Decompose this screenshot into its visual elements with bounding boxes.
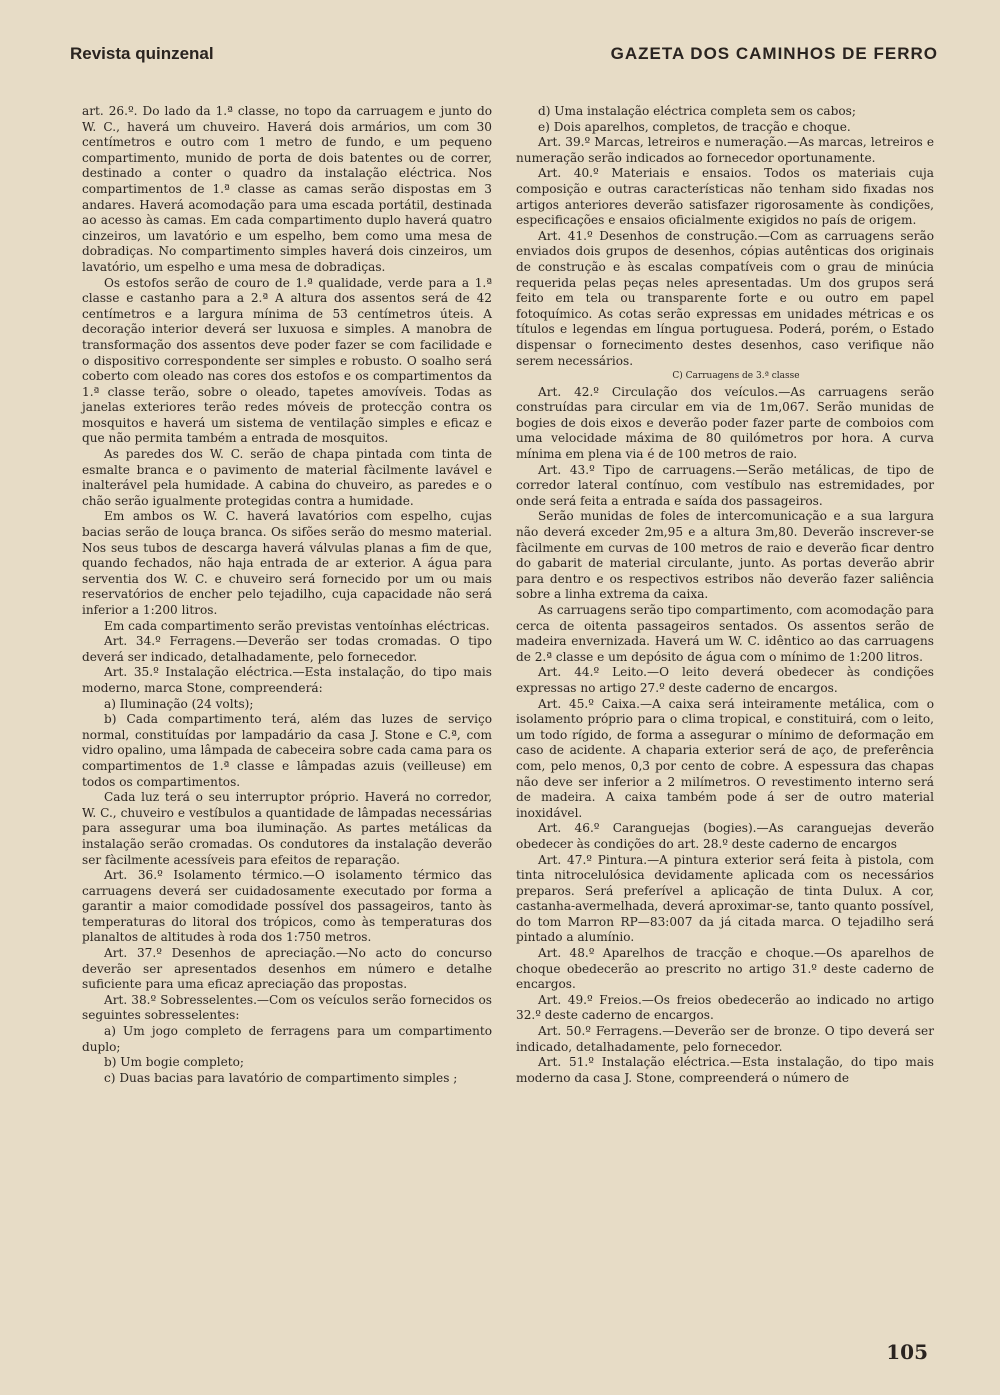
list-item: b) Um bogie completo; — [104, 1055, 244, 1070]
header-right: GAZETA DOS CAMINHOS DE FERRO — [610, 44, 938, 63]
article-paragraph: Art. 39.º Marcas, letreiros e numeração.—As marcas, letreiros e numeração serão indicados ao fornecedor oportunamente. — [516, 135, 934, 165]
article-paragraph: Art. 36.º Isolamento térmico.—O isolamento térmico das carruagens deverá ser cuidadosamente executado por forma a garantir a maior comodidade possível dos passageiros, tanto às temperaturas do litoral dos trópicos, como às temperaturas dos planaltos de altitudes à roda dos 1:750 metros. — [82, 868, 492, 945]
paragraph: Em ambos os W. C. haverá lavatórios com espelho, cujas bacias serão de louça branca. Os sifões serão do mesmo material. Nos seus tubos de descarga haverá válvulas planas a fim de que, quando fechados, não haja entrada de ar exterior. A água para serventia dos W. C. e chuveiro será fornecido por um ou mais reservatórios de encher pelo tejadilho, cuja capacidade não será inferior a 1:200 litros. — [82, 509, 492, 617]
article-paragraph: Art. 48.º Aparelhos de tracção e choque.—Os aparelhos de choque obedecerão ao prescrito no artigo 31.º deste caderno de encargos. — [516, 946, 934, 992]
article-paragraph: Art. 49.º Freios.—Os freios obedecerão ao indicado no artigo 32.º deste caderno de encargos. — [516, 992, 934, 1023]
section-heading: C) Carruagens de 3.ª classe — [672, 371, 800, 382]
article-paragraph: Art. 43.º Tipo de carruagens.—Serão metálicas, de tipo de corredor lateral contínuo, com vestíbulo nas estremidades, por onde será feita a entrada e saída dos passageiros. — [516, 462, 934, 508]
running-header — [70, 44, 938, 68]
article-paragraph: Art. 47.º Pintura.—A pintura exterior será feita à pistola, com tinta nitrocelulósica devidamente aplicada com os necessários preparos. Será preferível a aplicação de tinta Dulux. A cor, castanha-avermelhada, deverá aproximar-se, tanto quanto possível, do tom Marron RP—83:007 da já citada marca. O tejadilho será pintado a alumínio. — [516, 852, 934, 945]
paragraph: As paredes dos W. C. serão de chapa pintada com tinta de esmalte branca e o pavimento de material fàcilmente lavável e inalterável pela humidade. A cabina do chuveiro, as paredes e o chão serão igualmente protegidas contra a humidade. — [82, 447, 492, 508]
list-item: a) Um jogo completo de ferragens para um compartimento duplo; — [82, 1024, 492, 1054]
header-left: Revista quinzenal — [70, 44, 214, 63]
article-paragraph: Art. 45.º Caixa.—A caixa será inteiramente metálica, com o isolamento próprio para o clima tropical, e constituirá, com o leito, um todo rígido, de forma a assegurar o mínimo de deformação em caso de acidente. A chaparia exterior será de aço, de preferência com, pelo menos, 0,3 por cento de cobre. A espessura das chapas não deve ser inferior a 2 milímetros. O revestimento interno será de madeira. A caixa também pode á ser de outro material inoxidável. — [516, 696, 934, 820]
paragraph: Cada luz terá o seu interruptor próprio. Haverá no corredor, W. C., chuveiro e vestíbulos a quantidade de lâmpadas necessárias para assegurar uma boa iluminação. As partes metálicas da instalação serão cromadas. Os condutores da instalação deverão ser fàcilmente acessíveis para efeitos de reparação. — [82, 790, 492, 867]
article-paragraph: Art. 50.º Ferragens.—Deverão ser de bronze. O tipo deverá ser indicado, detalhadamente, pelo fornecedor. — [516, 1024, 934, 1054]
paragraph: art. 26.º. Do lado da 1.ª classe, no topo da carruagem e junto do W. C., haverá um chuveiro. Haverá dois armários, um com 30 centímetros e outro com 1 metro de fundo, e um pequeno compartimento, munido de porta de dois batentes ou de correr, destinado a conter o quadro da instalação eléctrica. Nos compartimentos de 1.ª classe as camas serão dispostas em 3 andares. Haverá acomodação para uma escada portátil, destinada ao acesso às camas. Em cada compartimento duplo haverá quatro cinzeiros, um lavatório e um espelho, bem como uma mesa de dobradiças. No compartimento simples haverá dois cinzeiros, um lavatório, um espelho e uma mesa de dobradiças. — [82, 104, 492, 274]
paragraph: Serão munidas de foles de intercomunicação e a sua largura não deverá exceder 2m,95 e a altura 3m,80. Deverão inscrever-se fàcilmente em curvas de 100 metros de raio e deverão ficar dentro do gabarit de material circulante, junto. As portas deverão abrir para dentro e os respectivos estribos não deverão fazer saliência sobre a linha extrema da caixa. — [516, 509, 934, 602]
list-item: d) Uma instalação eléctrica completa sem os cabos; — [538, 104, 856, 118]
list-item: c) Duas bacias para lavatório de compartimento simples ; — [104, 1070, 458, 1085]
left-column — [82, 104, 492, 1086]
article-paragraph: Art. 35.º Instalação eléctrica.—Esta instalação, do tipo mais moderno, marca Stone, compreenderá: — [82, 665, 492, 695]
list-item: a) Iluminação (24 volts); — [104, 696, 254, 711]
article-paragraph: Art. 46.º Caranguejas (bogies).—As caranguejas deverão obedecer às condições do art. 28.º deste caderno de encargos — [516, 821, 934, 851]
article-paragraph: Art. 44.º Leito.—O leito deverá obedecer às condições expressas no artigo 27.º deste caderno de encargos. — [516, 665, 934, 695]
article-paragraph: Art. 42.º Circulação dos veículos.—As carruagens serão construídas para circular em via de 1m,067. Serão munidas de bogies de dois eixos e deverão poder fazer parte de comboios com uma velocidade máxima de 80 quilómetros por hora. A curva mínima em plena via é de 100 metros de raio. — [516, 384, 934, 462]
paragraph: Os estofos serão de couro de 1.ª qualidade, verde para a 1.ª classe e castanho para a 2.ª A altura dos assentos será de 42 centímetros e a largura mínima de 53 centímetros úteis. A decoração interior deverá ser luxuosa e simples. A manobra de transformação dos assentos deve poder fazer se com facilidade e o dispositivo correspondente ser simples e robusto. O soalho será coberto com oleado nas cores dos estofos e os compartimentos da 1.ª classe terão, sobre o oleado, tapetes amovíveis. Todas as janelas exteriores terão redes móveis de protecção contra os mosquitos e haverá um sistema de ventilação simples e eficaz e que não permita também a entrada de mosquitos. — [82, 275, 492, 446]
article-paragraph: Art. 40.º Materiais e ensaios. Todos os materiais cuja composição e outras características não tenham sido fixadas nos artigos anteriores deverão satisfazer rigorosamente às condições, especificações e ensaios oficialmente exigidos no país de origem. — [516, 166, 934, 228]
paragraph: Em cada compartimento serão previstas ventoínhas eléctricas. — [104, 618, 490, 633]
list-item: e) Dois aparelhos, completos, de tracção e choque. — [538, 119, 851, 134]
article-paragraph: Art. 37.º Desenhos de apreciação.—No acto do concurso deverão ser apresentados desenhos em número e detalhe suficiente para uma eficaz apreciação das propostas. — [82, 946, 492, 992]
article-paragraph: Art. 41.º Desenhos de construção.—Com as carruagens serão enviados dois grupos de desenhos, cópias autênticas dos originais de construção e às escalas compatíveis com o grau de minúcia requerida pelas peças neles apresentadas. Um dos grupos será feito em tela ou transparente forte e ou outro em papel fotoquímico. As cotas serão expressas em unidades métricas e os títulos e legendas em língua portuguesa. Poderá, porém, o Estado dispensar o fornecimento destes desenhos, caso verifique não serem necessários. — [516, 228, 934, 368]
right-column — [516, 104, 934, 1086]
article-paragraph: Art. 51.º Instalação eléctrica.—Esta instalação, do tipo mais moderno da casa J. Stone, compreenderá o número de — [516, 1055, 934, 1085]
page-number: 105 — [886, 1340, 928, 1364]
paragraph: As carruagens serão tipo compartimento, com acomodação para cerca de oitenta passageiros sentados. Os assentos serão de madeira envernizada. Haverá um W. C. idêntico ao das carruagens de 2.ª classe e um depósito de água com o mínimo de 1:200 litros. — [516, 603, 934, 664]
article-paragraph: Art. 38.º Sobresselentes.—Com os veículos serão fornecidos os seguintes sobresselentes: — [82, 992, 492, 1023]
article-paragraph: Art. 34.º Ferragens.—Deverão ser todas cromadas. O tipo deverá ser indicado, detalhadamente, pelo fornecedor. — [82, 634, 492, 664]
list-item: b) Cada compartimento terá, além das luzes de serviço normal, constituídas por lampadário da casa J. Stone e C.ª, com vidro opalino, uma lâmpada de cabeceira sobre cada cama para os compartimentos de 1.ª classe e lâmpadas azuis (veilleuse) em todos os compartimentos. — [82, 712, 492, 789]
